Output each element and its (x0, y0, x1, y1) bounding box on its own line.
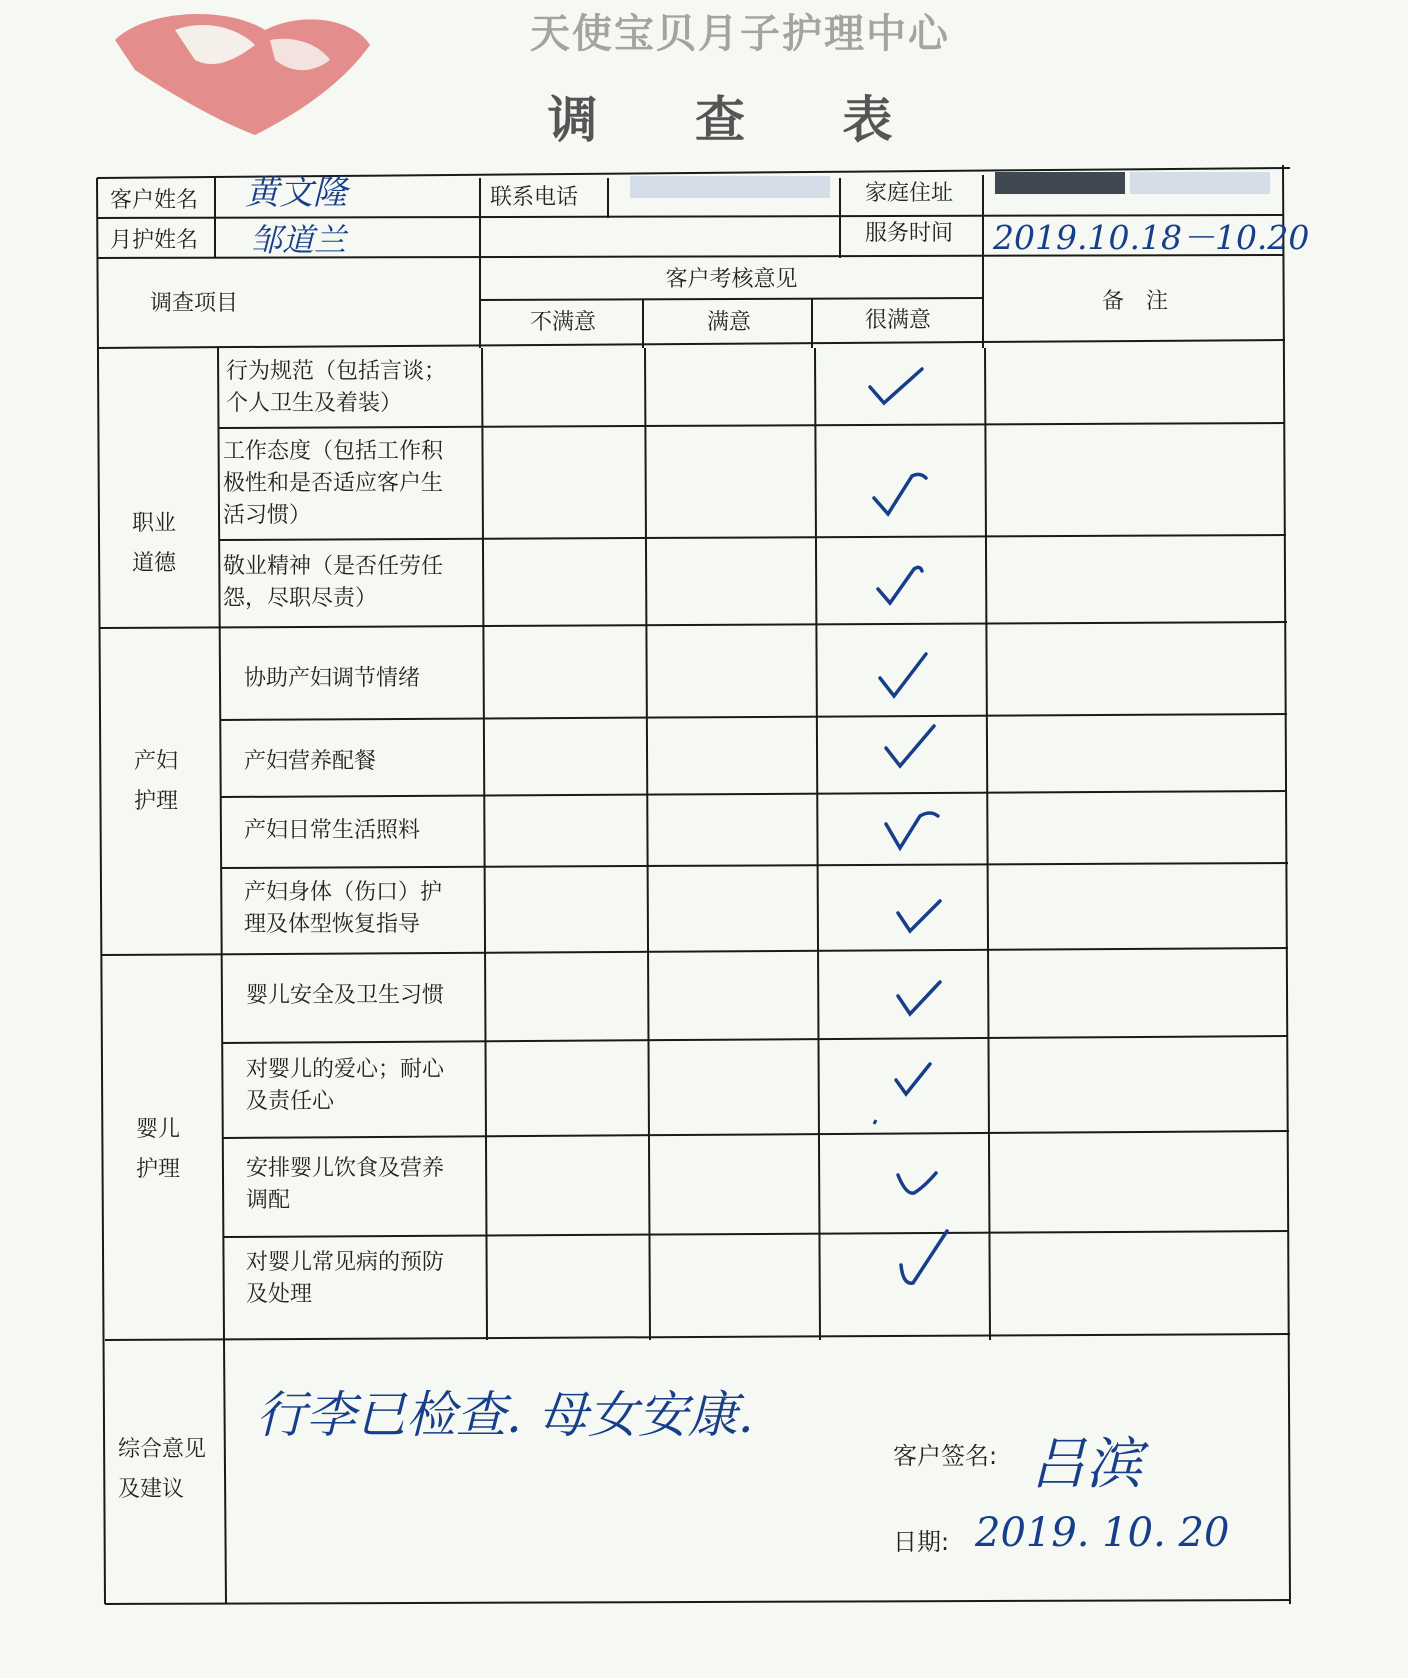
survey-item (226, 356, 446, 420)
survey-item (223, 551, 443, 615)
nurse-name-label: 月护姓名 (110, 228, 199, 253)
phone-label: 联系电话 (490, 185, 579, 210)
survey-item (246, 1054, 444, 1118)
item-line: 对婴儿常见病的预防 (246, 1250, 445, 1275)
phone-redaction (630, 176, 830, 198)
category-label-line: 婴儿 (136, 1117, 181, 1142)
category-label-line: 护理 (136, 1157, 181, 1182)
category-label-line: 产妇 (134, 749, 179, 774)
col-very-satisfied: 很满意 (864, 308, 931, 333)
survey-item (244, 877, 442, 941)
summary-handwritten: 行李已检查. 母女安康. (256, 1386, 754, 1444)
service-time-label: 服务时间 (865, 221, 954, 246)
checkmark-icon (895, 1225, 953, 1293)
item-line: 理及体型恢复指导 (244, 912, 421, 937)
checkmark-icon (876, 650, 932, 700)
survey-items-label: 调查项目 (150, 291, 239, 316)
checkmark-icon (894, 1165, 944, 1199)
address-redaction (995, 172, 1125, 194)
survey-item (244, 746, 376, 778)
customer-name-value: 黄文隆 (245, 173, 347, 213)
company-name: 天使宝贝月子护理中心 (530, 11, 950, 57)
item-line: 产妇营养配餐 (244, 749, 377, 774)
checkmark-icon (882, 808, 942, 852)
item-line: 产妇身体（伤口）护 (244, 880, 443, 905)
category-label-line: 道德 (132, 551, 177, 576)
item-line: 婴儿安全及卫生习惯 (246, 983, 445, 1008)
col-satisfied: 满意 (706, 310, 751, 335)
customer-name-label: 客户姓名 (110, 188, 199, 213)
signature-label: 客户签名: (893, 1442, 998, 1470)
opinion-label: 客户考核意见 (665, 267, 798, 292)
remarks-label: 备 注 (1101, 289, 1168, 314)
item-line: 活习惯） (223, 503, 312, 528)
form-title: 调 查 表 (547, 91, 933, 149)
item-line: 协助产妇调节情绪 (244, 666, 421, 691)
item-line: 怨，尽职尽责） (223, 586, 378, 611)
survey-item (246, 1247, 444, 1311)
summary-label (118, 1430, 228, 1510)
category-label-line: 护理 (134, 789, 179, 814)
item-line: 及处理 (246, 1282, 313, 1307)
checkmark-icon (894, 895, 946, 935)
item-line: 及责任心 (246, 1089, 335, 1114)
checkmark-icon (894, 976, 946, 1018)
survey-item (223, 436, 443, 532)
col-dissatisfied: 不满意 (529, 310, 596, 335)
survey-item (246, 1153, 444, 1217)
item-line: 极性和是否适应客户生 (223, 471, 444, 496)
checkmark-icon (866, 1060, 936, 1126)
category-label-line: 职业 (132, 511, 177, 536)
item-line: 产妇日常生活照料 (244, 818, 421, 843)
summary-label-line: 及建议 (118, 1477, 185, 1502)
category-mother-care (134, 742, 234, 822)
checkmark-icon (874, 563, 926, 607)
checkmark-icon (882, 722, 940, 770)
checkmark-icon (870, 470, 932, 520)
item-line: 敬业精神（是否任劳任 (223, 554, 444, 579)
signature-value: 吕滨 (1030, 1432, 1142, 1497)
survey-item (244, 663, 420, 695)
summary-label-line: 综合意见 (118, 1437, 207, 1462)
item-line: 调配 (246, 1188, 291, 1213)
item-line: 安排婴儿饮食及营养 (246, 1156, 445, 1181)
category-ethics (132, 504, 232, 584)
survey-item (246, 980, 444, 1012)
nurse-name-value: 邹道兰 (250, 221, 347, 259)
item-line: 对婴儿的爱心；耐心 (246, 1057, 445, 1082)
address-redaction-light (1130, 172, 1270, 194)
checkmark-icon (866, 365, 926, 410)
date-label: 日期: (893, 1528, 950, 1556)
date-value: 2019. 10. 20 (975, 1510, 1230, 1556)
address-label: 家庭住址 (865, 181, 954, 206)
survey-item (244, 815, 420, 847)
item-line: 工作态度（包括工作积 (223, 439, 444, 464)
item-line: 行为规范（包括言谈； (226, 359, 447, 384)
item-line: 个人卫生及着装） (226, 391, 403, 416)
service-time-value: 2019.10.18－10.20 (993, 218, 1310, 257)
category-baby-care (136, 1110, 236, 1190)
